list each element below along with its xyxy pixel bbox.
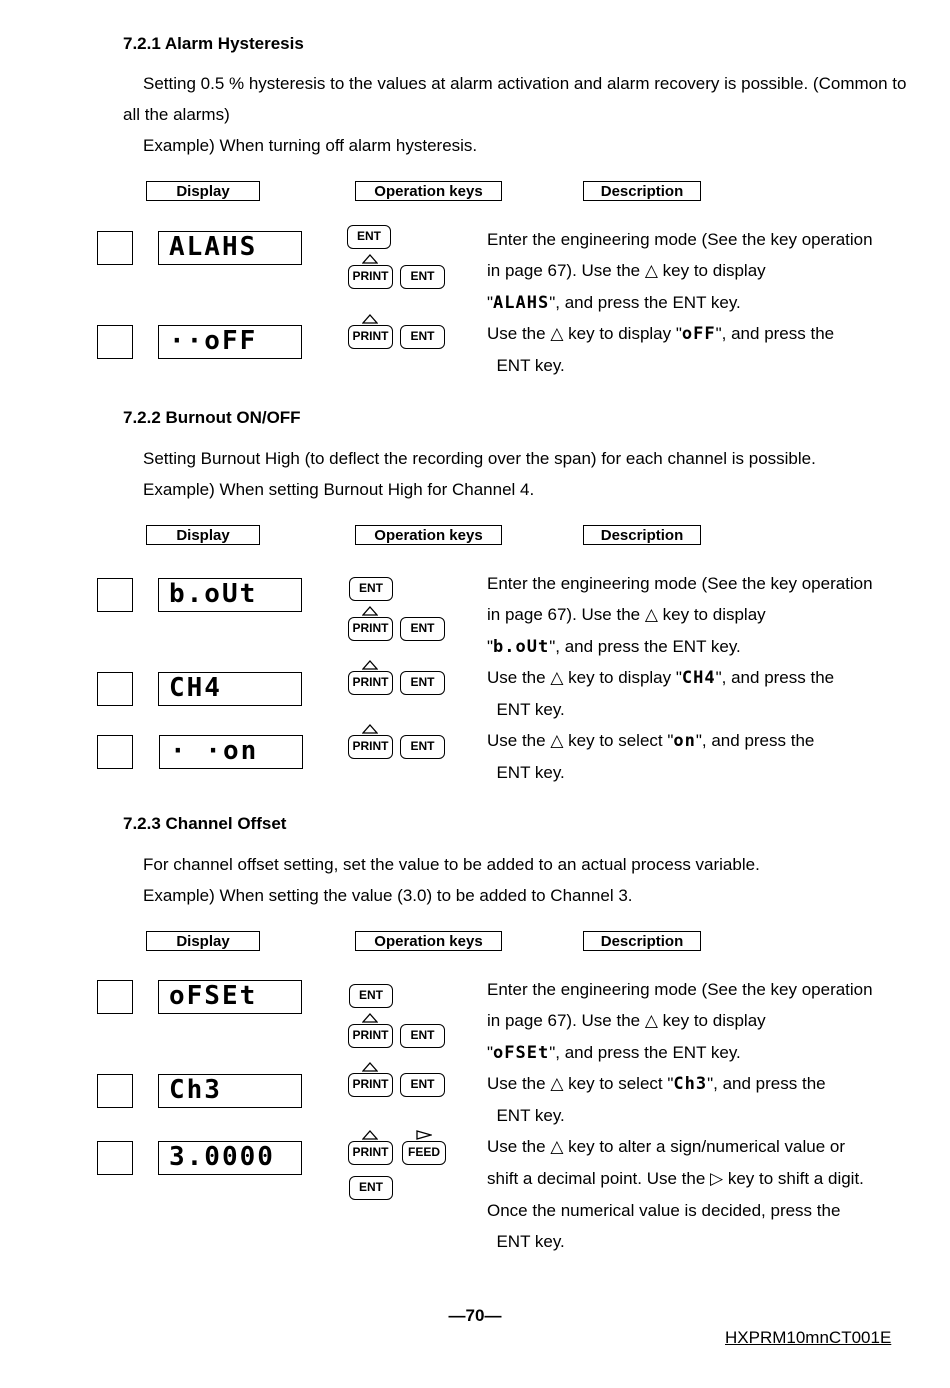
print-key: PRINT	[348, 265, 393, 289]
right-triangle-icon: ▷	[710, 1169, 724, 1189]
operation-keys-header: Operation keys	[355, 525, 502, 545]
step-checkbox	[97, 735, 133, 769]
up-triangle-icon	[362, 660, 378, 670]
up-triangle-icon: △	[550, 1074, 564, 1094]
up-triangle-icon	[362, 1062, 378, 1072]
ent-key: ENT	[347, 225, 391, 249]
step-checkbox	[97, 325, 133, 359]
step-checkbox	[97, 672, 133, 706]
up-triangle-icon: △	[550, 1137, 564, 1157]
up-triangle-icon	[362, 724, 378, 734]
operation-keys-header: Operation keys	[355, 181, 502, 201]
right-triangle-icon	[416, 1130, 432, 1140]
step-checkbox	[97, 231, 133, 265]
print-key: PRINT	[348, 1073, 393, 1097]
ent-key: ENT	[349, 577, 393, 601]
step-description: Use the △ key to select "Ch3", and press the ENT key.	[487, 1074, 826, 1125]
step-description: Use the △ key to alter a sign/numerical value or shift a decimal point. Use the ▷ key to shift a digit. Once the numerical value is decided, press the ENT key.	[487, 1137, 864, 1251]
display-readout: 3.0000	[158, 1141, 302, 1175]
up-triangle-icon: △	[550, 668, 564, 688]
paragraph: For channel offset setting, set the value to be added to an actual process variable.	[143, 855, 760, 874]
print-key: PRINT	[348, 325, 393, 349]
ent-key: ENT	[400, 1024, 445, 1048]
operation-keys-header: Operation keys	[355, 931, 502, 951]
up-triangle-icon	[362, 254, 378, 264]
display-header: Display	[146, 931, 260, 951]
up-triangle-icon: △	[644, 1011, 658, 1031]
ent-key: ENT	[400, 617, 445, 641]
section-heading-alarm-hysteresis: 7.2.1 Alarm Hysteresis	[123, 34, 304, 53]
step-checkbox	[97, 578, 133, 612]
ent-key: ENT	[400, 265, 445, 289]
print-key: PRINT	[348, 735, 393, 759]
paragraph: Setting Burnout High (to deflect the recording over the span) for each channel is possible.	[143, 449, 816, 468]
section-heading-channel-offset: 7.2.3 Channel Offset	[123, 814, 287, 833]
step-checkbox	[97, 1074, 133, 1108]
step-description: Enter the engineering mode (See the key operation in page 67). Use the △ key to display "oFSEt", and press the ENT key.	[487, 980, 873, 1063]
up-triangle-icon: △	[550, 324, 564, 344]
print-key: PRINT	[348, 1141, 393, 1165]
ent-key: ENT	[400, 671, 445, 695]
example-text: Example) When setting the value (3.0) to be added to Channel 3.	[143, 886, 633, 905]
description-header: Description	[583, 181, 701, 201]
ent-key: ENT	[400, 735, 445, 759]
up-triangle-icon: △	[644, 261, 658, 281]
ent-key: ENT	[349, 1176, 393, 1200]
step-checkbox	[97, 1141, 133, 1175]
step-checkbox	[97, 980, 133, 1014]
display-readout: Ch3	[158, 1074, 302, 1108]
display-readout: b.oUt	[158, 578, 302, 612]
example-text: Example) When setting Burnout High for Channel 4.	[143, 480, 535, 499]
feed-key: FEED	[402, 1141, 446, 1165]
display-header: Display	[146, 525, 260, 545]
ent-key: ENT	[400, 325, 445, 349]
step-description: Enter the engineering mode (See the key operation in page 67). Use the △ key to display "ALAHS", and press the ENT key.	[487, 230, 873, 313]
paragraph: all the alarms)	[123, 105, 230, 124]
ent-key: ENT	[400, 1073, 445, 1097]
display-readout: · ·on	[159, 735, 303, 769]
paragraph: Setting 0.5 % hysteresis to the values at alarm activation and alarm recovery is possible. (Common to	[143, 74, 907, 93]
page-number: —70—	[448, 1306, 502, 1325]
print-key: PRINT	[348, 617, 393, 641]
up-triangle-icon	[362, 1013, 378, 1023]
print-key: PRINT	[348, 1024, 393, 1048]
up-triangle-icon	[362, 1130, 378, 1140]
example-text: Example) When turning off alarm hysteresis.	[143, 136, 478, 155]
step-description: Use the △ key to display "CH4", and press the ENT key.	[487, 668, 835, 719]
description-header: Description	[583, 525, 701, 545]
display-header: Display	[146, 181, 260, 201]
description-header: Description	[583, 931, 701, 951]
section-heading-burnout: 7.2.2 Burnout ON/OFF	[123, 408, 301, 427]
up-triangle-icon	[362, 314, 378, 324]
ent-key: ENT	[349, 984, 393, 1008]
document-code: HXPRM10mnCT001E	[725, 1328, 892, 1347]
print-key: PRINT	[348, 671, 393, 695]
step-description: Use the △ key to select "on", and press the ENT key.	[487, 731, 815, 782]
up-triangle-icon: △	[644, 605, 658, 625]
display-readout: ··oFF	[158, 325, 302, 359]
display-readout: ALAHS	[158, 231, 302, 265]
step-description: Enter the engineering mode (See the key operation in page 67). Use the △ key to display "b.oUt", and press the ENT key.	[487, 574, 873, 657]
up-triangle-icon	[362, 606, 378, 616]
display-readout: oFSEt	[158, 980, 302, 1014]
step-description: Use the △ key to display "oFF", and press the ENT key.	[487, 324, 835, 375]
up-triangle-icon: △	[550, 731, 564, 751]
display-readout: CH4	[158, 672, 302, 706]
